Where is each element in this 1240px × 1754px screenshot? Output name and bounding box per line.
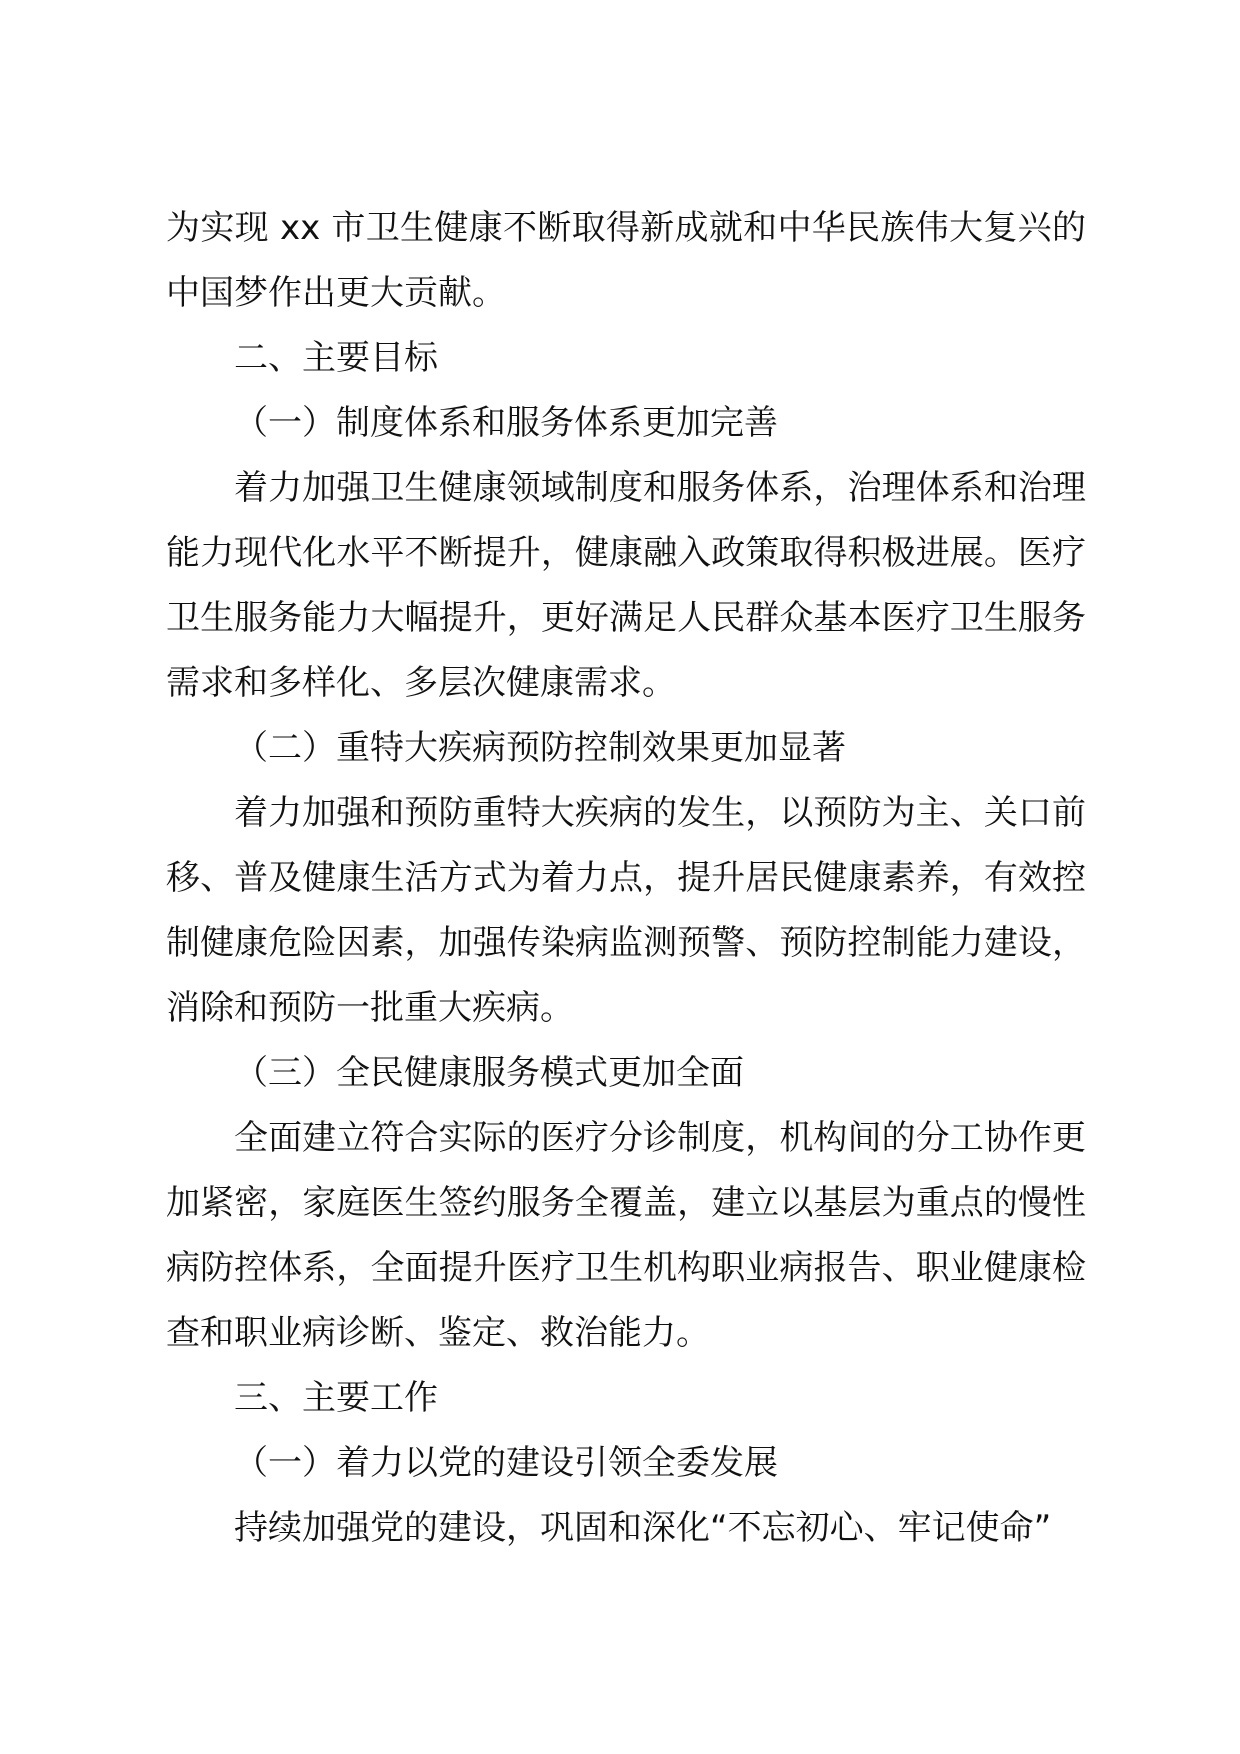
document-body — [166, 196, 1086, 1561]
subsection-heading: （一）着力以党的建设引领全委发展 — [234, 1443, 778, 1483]
subsection-heading: （三）全民健康服务模式更加全面 — [234, 1053, 744, 1093]
subsection-heading: （一）制度体系和服务体系更加完善 — [234, 403, 778, 443]
paragraph: 持续加强党的建设，巩固和深化“不忘初心、牢记使命” — [234, 1508, 1052, 1548]
paragraph: 全面建立符合实际的医疗分诊制度，机构间的分工协作更加紧密，家庭医生签约服务全覆盖，建立以基层为重点的慢性病防控体系，全面提升医疗卫生机构职业病报告、职业健康检查和职业病诊断、鉴定、救治能力。 — [166, 1118, 1086, 1353]
paragraph: 着力加强卫生健康领域制度和服务体系，治理体系和治理能力现代化水平不断提升，健康融入政策取得积极进展。医疗卫生服务能力大幅提升，更好满足人民群众基本医疗卫生服务需求和多样化、多层次健康需求。 — [166, 468, 1086, 703]
subsection-heading: （二）重特大疾病预防控制效果更加显著 — [234, 728, 846, 768]
paragraph: 着力加强和预防重特大疾病的发生，以预防为主、关口前移、普及健康生活方式为着力点，提升居民健康素养，有效控制健康危险因素，加强传染病监测预警、预防控制能力建设，消除和预防一批重大疾病。 — [166, 793, 1086, 1028]
section-heading: 三、主要工作 — [234, 1378, 438, 1418]
section-heading: 二、主要目标 — [234, 338, 438, 378]
paragraph-continued: 为实现 xx 市卫生健康不断取得新成就和中华民族伟大复兴的中国梦作出更大贡献。 — [166, 208, 1086, 313]
